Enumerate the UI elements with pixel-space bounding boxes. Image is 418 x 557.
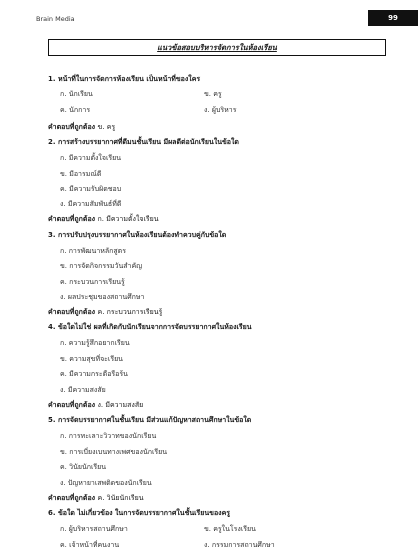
answer-value: ข. ครู [97, 123, 116, 131]
option-4a: ก. ความรู้สึกอยากเรียน [60, 339, 130, 347]
option-3a: ก. การพัฒนาหลักสูตร [60, 247, 126, 255]
option-6d: ง. กรรมการสถานศึกษา [204, 541, 275, 549]
answer-1 [48, 123, 115, 132]
option-1d: ง. ผู้บริหาร [204, 106, 237, 114]
option-1a: ก. นักเรียน [60, 90, 93, 98]
answer-value: ง. มีความสงสัย [97, 401, 144, 409]
question-2: 2. การสร้างบรรยากาศที่ดีมนชั้นเรียน มีผลดีต่อนักเรียนในข้อใด [48, 138, 239, 146]
question-3: 3. การปรับปรุงบรรยากาศในห้องเรียนต้องทำควบคู่กับข้อใด [48, 231, 227, 239]
answer-value: ก. มีความตั้งใจเรียน [97, 215, 159, 223]
option-6b: ข. ครูในโรงเรียน [204, 525, 256, 533]
option-6a: ก. ผู้บริหารสถานศึกษา [60, 525, 128, 533]
answer-5 [48, 494, 144, 503]
option-3b: ข. การจัดกิจกรรมวันสำคัญ [60, 262, 143, 270]
option-4d: ง. มีความสงสัย [60, 386, 106, 394]
answer-value: ค. วินัยนักเรียน [97, 494, 144, 502]
page-title: แนวข้อสอบบริหารจัดการในห้องเรียน [48, 39, 386, 56]
option-5c: ค. วินัยนักเรียน [60, 463, 107, 471]
option-5b: ข. การเบี่ยงเบนทางเพศของนักเรียน [60, 448, 168, 456]
answer-3 [48, 308, 162, 317]
option-2c: ค. มีความรับผิดชอบ [60, 185, 122, 193]
option-3d: ง. ผลประชุมของสถานศึกษา [60, 293, 145, 301]
answer-label: คำตอบที่ถูกต้อง [48, 308, 96, 316]
option-3c: ค. กระบวนการเรียนรู้ [60, 278, 125, 286]
answer-value: ค. กระบวนการเรียนรู้ [97, 308, 163, 316]
answer-label: คำตอบที่ถูกต้อง [48, 215, 96, 223]
option-5d: ง. ปัญหายาเสพติดของนักเรียน [60, 479, 152, 487]
answer-label: คำตอบที่ถูกต้อง [48, 401, 96, 409]
question-1: 1. หน้าที่ในการจัดการห้องเรียน เป็นหน้าที่ของใคร [48, 75, 201, 83]
header-brand: Brain Media [36, 15, 75, 23]
option-2a: ก. มีความตั้งใจเรียน [60, 154, 121, 162]
answer-2 [48, 215, 159, 224]
option-5a: ก. การทะเลาะวิวาทของนักเรียน [60, 432, 157, 440]
option-2d: ง. มีความสัมพันธ์ที่ดี [60, 200, 122, 208]
answer-label: คำตอบที่ถูกต้อง [48, 494, 96, 502]
option-4c: ค. มีความกระตือรือร้น [60, 370, 128, 378]
option-1c: ค. นักการ [60, 106, 91, 114]
page-number-badge: 99 [368, 10, 418, 26]
question-4: 4. ข้อใดไม่ใช่ ผลที่เกิดกับนักเรียนจากการจัดบรรยากาศในห้องเรียน [48, 323, 252, 331]
option-4b: ข. ความสุขที่จะเรียน [60, 355, 123, 363]
option-1b: ข. ครู [204, 90, 222, 98]
option-6c: ค. เจ้าหน้าที่คนงาน [60, 541, 120, 549]
option-2b: ข. มีอารมณ์ดี [60, 170, 102, 178]
question-6: 6. ข้อใด ไม่เกี่ยวข้อง ในการจัดบรรยากาศในชั้นเรียนของครู [48, 509, 231, 517]
question-5: 5. การจัดบรรยากาศในชั้นเรียน มีส่วนแก้ปัญหาสถานศึกษาในข้อใด [48, 416, 252, 424]
answer-label: คำตอบที่ถูกต้อง [48, 123, 96, 131]
answer-4 [48, 401, 143, 410]
